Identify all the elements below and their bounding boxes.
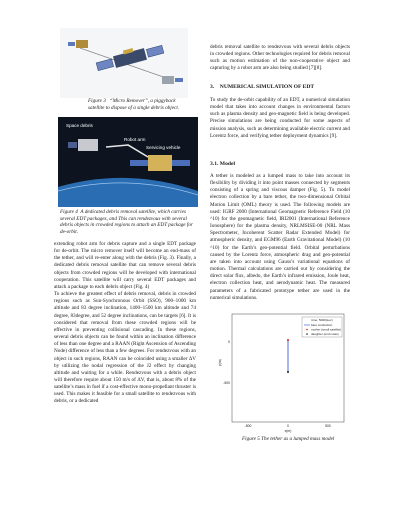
legend-item-daughter: daughter (end mass) [311, 332, 339, 336]
figure-5-plot [218, 310, 348, 434]
x-axis-label: x(m) [284, 429, 292, 433]
right-column-intro [210, 44, 350, 73]
figure-3-caption-number: Figure 3 [88, 98, 106, 104]
x-tick-label: 0 [287, 424, 289, 428]
figure-5-caption: Figure 5 The tether as a lumped mass model [242, 436, 335, 442]
y-axis-label: y(m) [218, 359, 222, 366]
figure-4-caption-text: A dedicated debris removal satellite, which carries several EDT packages, and This can rendezvous with several debris objects in crowded regions to attach an EDT package for de-orbit. [60, 209, 193, 235]
figure-3-caption-text: “Micro Remover”, a piggyback satellite to dispose of a single debris object. [88, 98, 180, 111]
body-paragraph: extending robot arm for debris capture and a single EDT package for de-orbit. The micro remover itself will become an end-mass of the tether, and will re-enter along with the debris (Fig. 3). Finally, a dedicated debris removal satellite that can remove several debris objects from crowded regions will be developed with international cooperation. This satellite will carry several EDT packages and attach a package to each debris object (Fig. 4) [54, 241, 196, 290]
body-paragraph: To study the de-orbit capability of an EDT, a numerical simulation model that takes into account changes in environmental factors such as plasma density and geo-magnetic field is being developed. Precise simulations are being conducted for some aspects of mission analysis, such as determining available electric current and Lorentz force, and verifying tether deployment dynamics [9]. [210, 97, 350, 139]
figure-4-caption-number: Figure 4 [60, 209, 78, 215]
body-paragraph: To achieve the greatest effect of debris removal, debris in crowded regions such as Sun-Synchronous Orbit (SSO), 900–1000 km altitude and 83 degree inclination, 1400–1500 km altitude and 74 degree, 83degree, and 52 degree inclinations, can be targets [6]. It is considered that removal from these crowded regions will be effective in preventing collisional cascading. In these regions, several debris objects can be found within an inclination difference of less than one degree and a RAAN (Right Ascension of Ascending Node) difference of less than a few degrees. For rendezvous with an object in such regions, RAAN can be coincided using a smaller ΔV by utilizing the nodal regression of the J2 effect by changing altitude and waiting for a while. Rendezvous with a debris object will therefore require about 150 m/s of ΔV, that is, about 8% of the satellite’s mass in fuel if a cost-effective mono-propellant thruster is used. This makes it feasible for a small satellite to rendezvous with debris, or a dedicated [54, 291, 196, 405]
left-column-body [54, 241, 196, 406]
body-paragraph: debris removal satellite to rendezvous with several debris objects in crowded regions. Other technologies required for debris removal such as motion estimation of the non-cooperative object and capturing by a robot arm are also being studied [7][8]. [210, 44, 350, 72]
figure-3-caption [88, 98, 192, 111]
figure-4-label-debris: Space debris [66, 123, 93, 128]
legend-item-mother: mother (small satellite) [311, 327, 342, 332]
section-3-heading: 3. NUMERICAL SIMULATION OF EDT [210, 84, 315, 90]
figure-4-label-arm: Robot arm [124, 137, 146, 142]
y-tick-label: -500 [223, 381, 230, 385]
daughter-point [287, 371, 289, 373]
mother-point [287, 339, 289, 341]
figure-4-image [58, 117, 198, 207]
section-3-body [210, 97, 350, 140]
figure-4-caption [60, 209, 194, 235]
figure-5-legend [302, 317, 342, 337]
figure-3-image [60, 28, 188, 98]
legend-title: time: 5000(sec) [311, 318, 333, 322]
section-3-1-heading: 3.1. Model [210, 161, 236, 167]
legend-item-tether: bare conduction [311, 323, 333, 327]
y-tick-label: 0 [228, 340, 230, 344]
section-3-1-body [210, 173, 350, 302]
x-tick-label: -500 [244, 424, 252, 428]
x-tick-label: 500 [325, 424, 331, 428]
body-paragraph: A tether is modeled as a lumped mass to take into account its flexibility by dividing it into point masses connected by segments consisting of a spring and viscous damper (Fig. 5). To model electron collection by a bare tether, the two-dimensional Orbital Motion Limit (OML) theory is used. The following models are used: IGRF 2000 (International Geomagnetic Reference Field (10 ^10) for the geomagnetic field, IRI2001 (International Reference Ionosphere) for the plasma density, NRLMSISE-00 (NRL Mass Spectrometer, Incoherent Scatter Radar Extended Model) for atmospheric density, and EGM96 (Earth Gravitational Model) (10 ^10) for the Earth’s geo-potential field. Orbital perturbations caused by the Lorentz force, atmospheric drag and geo-potential are taken into account using Gauss’s variational equations of motion. Thermal calculations are carried out by considering the direct solar flux, albedo, the Earth’s infrared emission, Joule heat, electron collection heat, and aerodynamic heat. The measured parameters of a fabricated prototype tether are used in the numerical simulations. [210, 173, 350, 301]
figure-4-label-vehicle: Servicing vehicle [146, 145, 181, 150]
